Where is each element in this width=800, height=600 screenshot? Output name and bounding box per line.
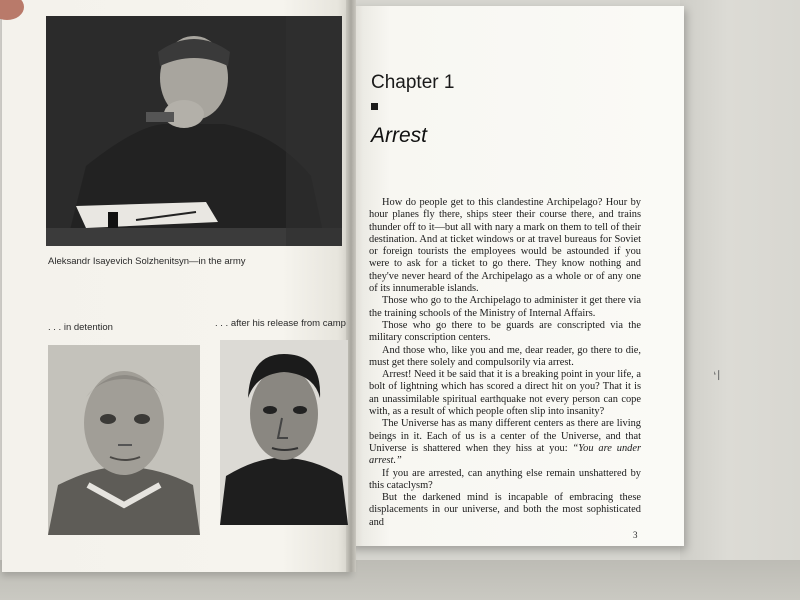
caption-detention: . . . in detention <box>48 322 113 333</box>
page-number: 3 <box>633 530 638 540</box>
caption-army: Aleksandr Isayevich Solzhenitsyn—in the army <box>48 256 246 267</box>
paragraph-2: Those who go to the Archipelago to administer it get there via the training schools of the Ministry of Internal Affairs. <box>369 295 641 319</box>
table-surface <box>680 0 800 600</box>
paragraph-4: And those who, like you and me, dear reader, go there to die, must get there solely and compulsorily via arrest. <box>369 344 641 368</box>
paragraph-6 <box>369 418 641 467</box>
caption-release: . . . after his release from camp <box>215 318 346 329</box>
table-pencil-mark: ‘/ <box>712 367 723 384</box>
photo-release <box>220 340 348 525</box>
photo-detention <box>48 345 200 535</box>
photo-army <box>46 16 342 246</box>
chapter-body-text <box>369 197 641 529</box>
paragraph-5: Arrest! Need it be said that it is a breaking point in your life, a bolt of lightning which has scored a direct hit on you? That it is an unassimilable spiritual earthquake not every person can cope with, as a result of which people often slip into insanity? <box>369 369 641 418</box>
chapter-square-bullet <box>371 103 378 110</box>
paragraph-8: But the darkened mind is incapable of embracing these displacements in our universe, and both the most sophisticated and <box>369 492 641 528</box>
arrest-quote: “You are under arrest.” <box>369 442 641 467</box>
paragraph-7: If you are arrested, can anything else remain unshattered by this cataclysm? <box>369 467 641 491</box>
chapter-title: Arrest <box>371 124 428 147</box>
paragraph-1: How do people get to this clandestine Archipelago? Hour by hour planes fly there, ships steer their course there, and trains thunder off to it—but all with nary a mark on them to tell of their destination. And at ticket windows or at travel bureaus for Soviet or foreign tourists the employees would be astounded if you were to ask for a ticket to go there. They know nothing and they've never heard of the Archipelago as a whole or of any one of its innumerable islands. <box>369 197 641 295</box>
chapter-label: Chapter 1 <box>371 72 455 93</box>
paragraph-6-text: The Universe has as many different centers as there are living beings in it. Each of us is a center of the Universe, and that Universe is shattered when they hiss at you: <box>369 418 641 454</box>
paragraph-3: Those who go there to be guards are conscripted via the military conscription centers. <box>369 319 641 344</box>
